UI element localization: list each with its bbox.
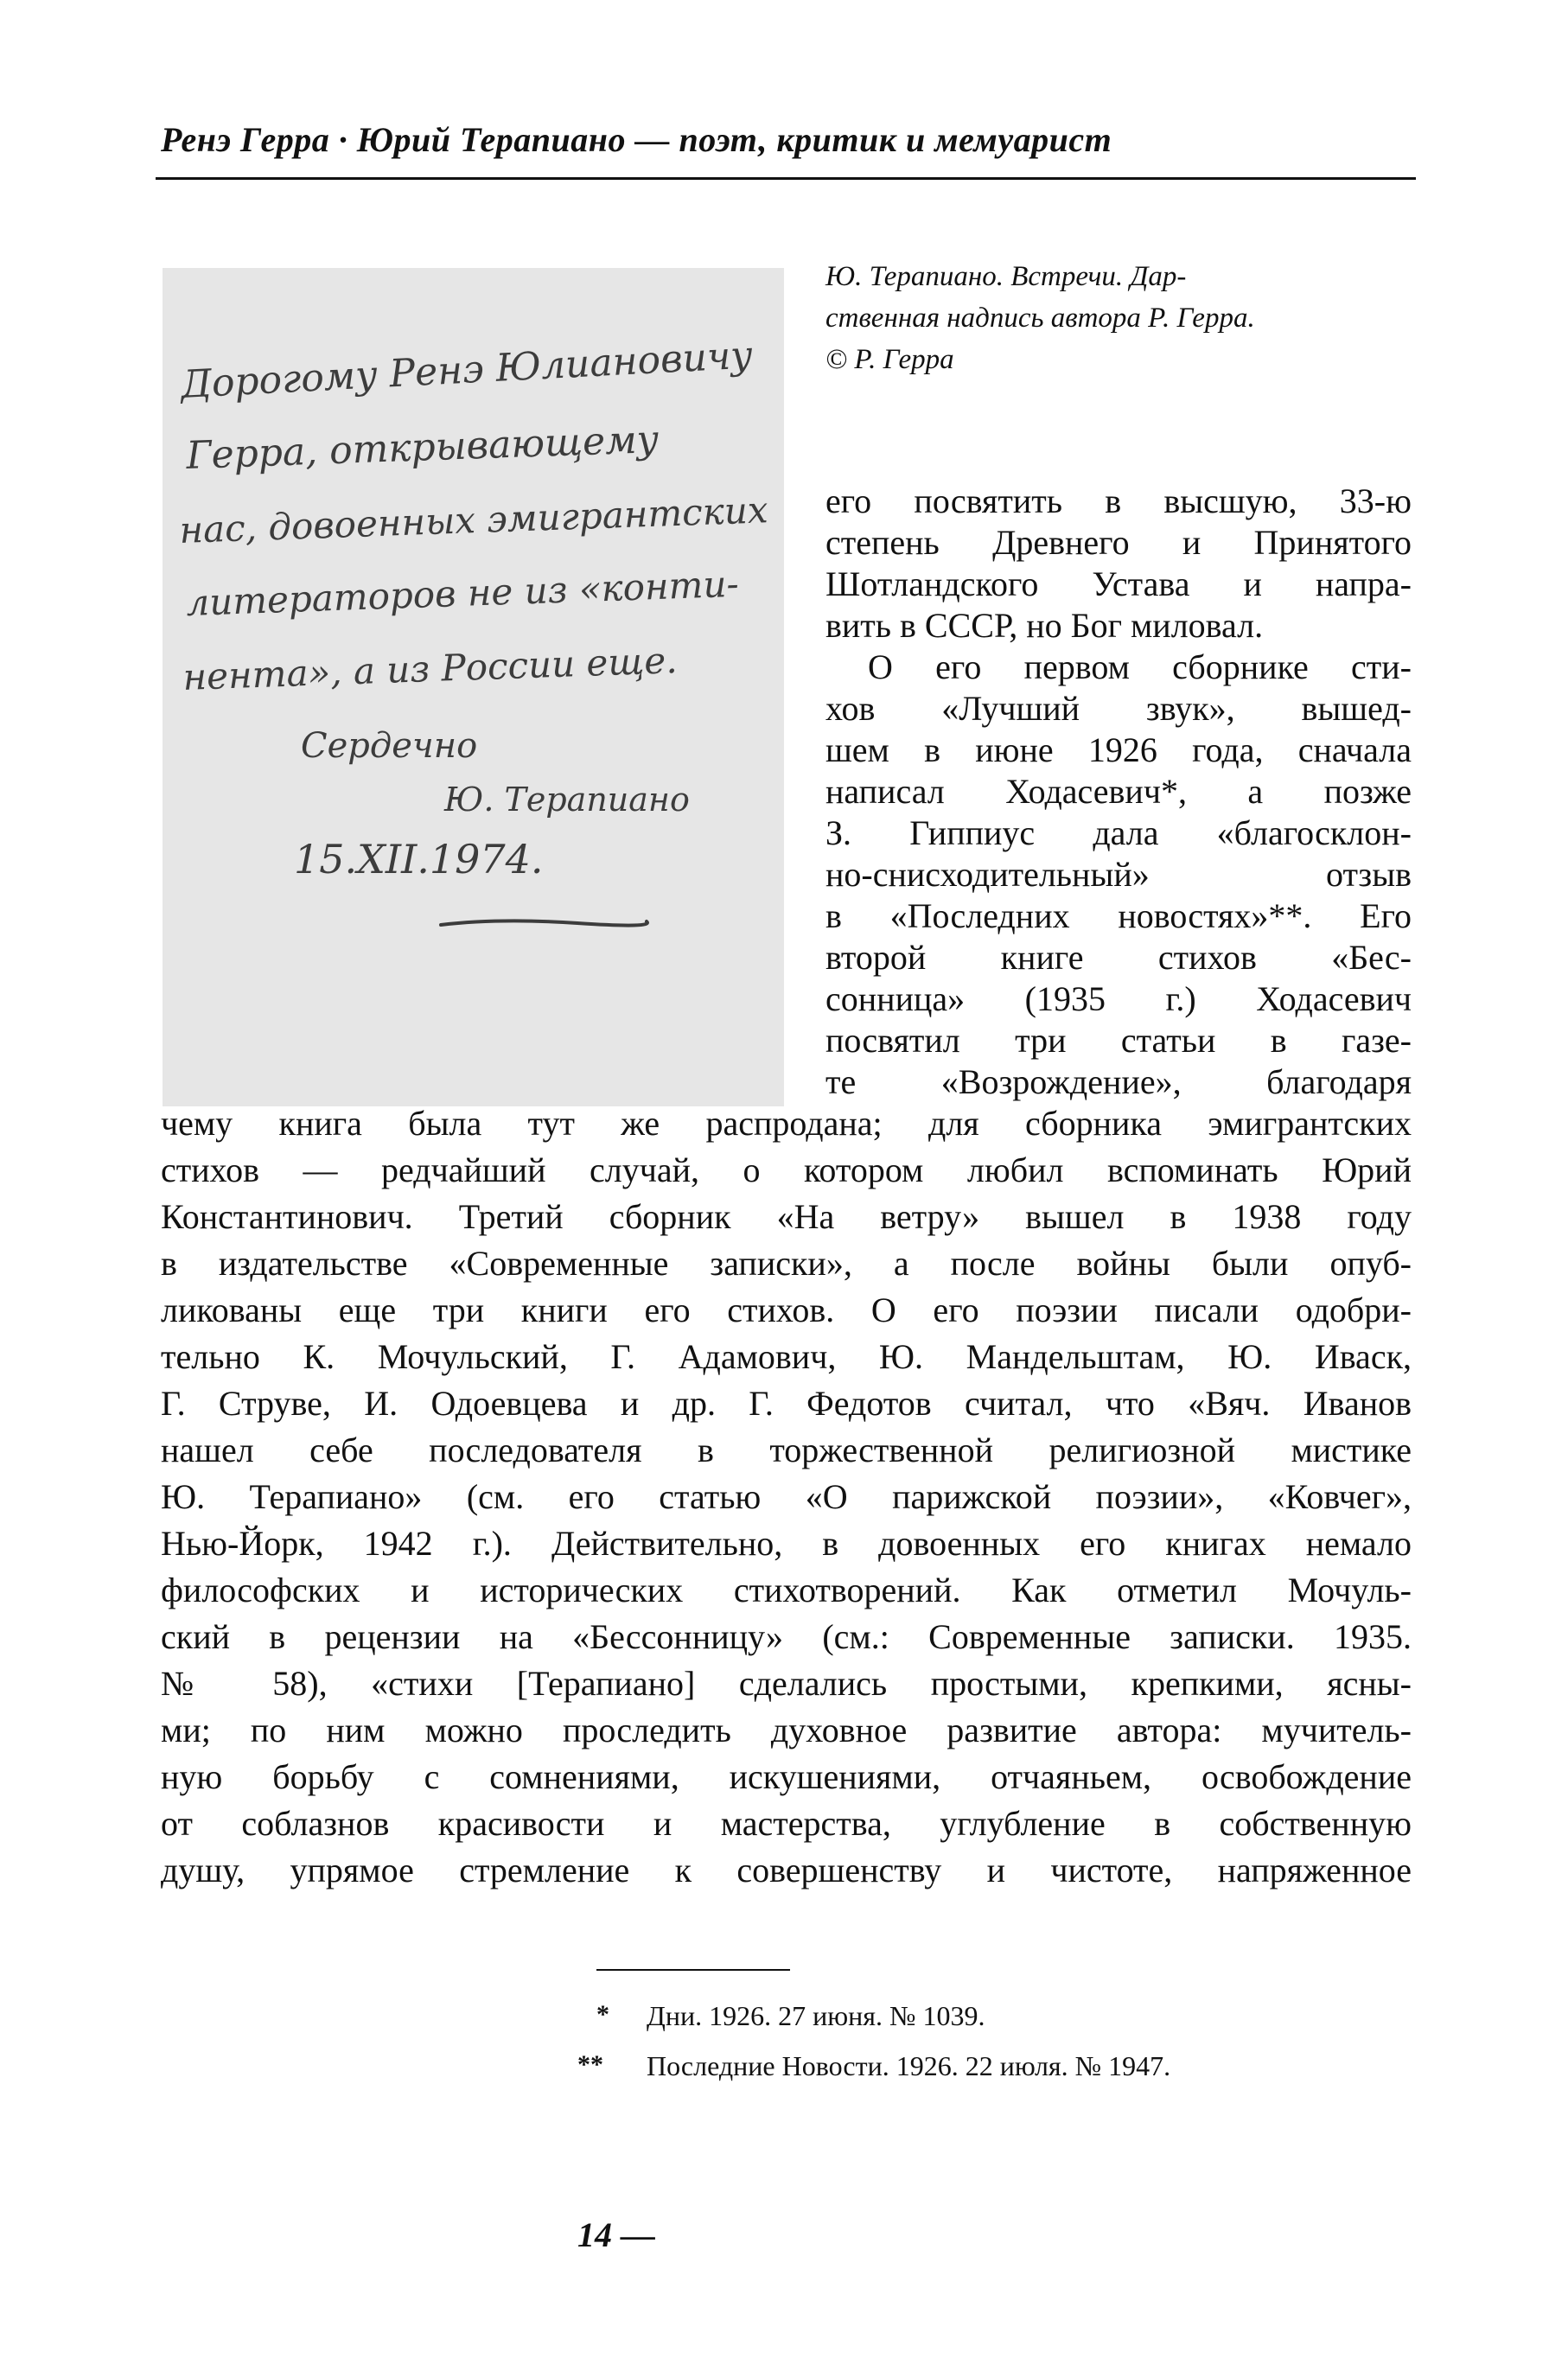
body-text-line: но-снисходительный» отзыв [825,855,1412,894]
body-text-line: ский в рецензии на «Бессонницу» (см.: Современные записки. 1935. [161,1617,1412,1656]
handwriting-scan [163,268,784,1106]
body-text-line: от соблазнов красивости и мастерства, углубление в собственную [161,1804,1412,1843]
body-text-line: Константинович. Третий сборник «На ветру» вышел в 1938 году [161,1197,1412,1236]
footnote-text: Дни. 1926. 27 июня. № 1039. [647,2000,985,2031]
body-text-line: те «Возрождение», благодаря [825,1062,1412,1101]
inscription-line: Ю. Терапиано [444,781,690,819]
body-text-line: его посвятить в высшую, 33-ю [825,481,1412,520]
body-text-line: Шотландского Устава и напра- [825,564,1412,603]
body-text-line: ликованы еще три книги его стихов. О его поэзии писали одобри- [161,1290,1412,1329]
body-text-line: душу, упрямое стремление к совершенству и чистоте, напряженное [161,1851,1412,1889]
body-text-line: степень Древнего и Принятого [825,523,1412,562]
running-head: Ренэ Герра · Юрий Терапиано — поэт, критик и мемуарист [161,120,1112,159]
footnote-mark: * [596,2000,609,2029]
body-text-line: шем в июне 1926 года, сначала [825,730,1412,769]
body-text-line: вить в СССР, но Бог миловал. [825,606,1264,645]
body-text-line: чему книга была тут же распродана; для сборника эмигрантских [161,1104,1412,1143]
caption-line: Ю. Терапиано. Встречи. Дар- [825,261,1187,292]
body-text-line: написал Ходасевич*, а позже [825,772,1412,811]
footnote-mark: ** [577,2050,603,2079]
body-text-line: в издательстве «Современные записки», а после войны были опуб- [161,1244,1412,1283]
body-text-line: Нью-Йорк, 1942 г.). Действительно, в довоенных его книгах немало [161,1524,1412,1563]
body-text-line: О его первом сборнике сти- [868,647,1412,686]
inscription-photo [163,268,784,1106]
caption-line: ственная надпись автора Р. Герра. [825,303,1255,334]
body-text-line: нашел себе последователя в торжественной религиозной мистике [161,1431,1412,1469]
footnote-rule [596,1969,790,1971]
inscription-line: литераторов не из «конти- [185,562,740,624]
inscription-line: нас, довоенных эмигрантских [178,488,769,551]
body-text-line: в «Последних новостях»**. Его [825,896,1412,935]
caption-line: © Р. Герра [825,344,954,375]
inscription-line: 15.XII.1974. [294,836,544,883]
body-text-line: сонница» (1935 г.) Ходасевич [825,979,1412,1018]
body-text-line: Ю. Терапиано» (см. его статью «О парижской поэзии», «Ковчег», [161,1477,1412,1516]
body-text-line: посвятил три статьи в газе- [825,1021,1412,1060]
page-number: 14 — [577,2215,655,2254]
body-text-line: стихов — редчайший случай, о котором любил вспоминать Юрий [161,1150,1412,1189]
header-rule [156,177,1416,180]
body-text-line: З. Гиппиус дала «благосклон- [825,813,1412,852]
inscription-line: Дорогому Ренэ Юлиановичу [179,333,754,407]
body-text-line: ную борьбу с сомнениями, искушениями, отчаяньем, освобождение [161,1757,1412,1796]
body-text-line: ми; по ним можно проследить духовное развитие автора: мучитель- [161,1711,1412,1749]
body-text-line: Г. Струве, И. Одоевцева и др. Г. Федотов считал, что «Вяч. Иванов [161,1384,1412,1423]
inscription-line: Сердечно [301,726,478,766]
inscription-line: нента», а из России еще. [182,639,679,698]
photo-caption [825,256,1396,380]
body-text-line: № 58), «стихи [Терапиано] сделались простыми, крепкими, ясны- [161,1664,1412,1703]
footnote-text: Последние Новости. 1926. 22 июля. № 1947. [647,2050,1171,2081]
body-text-line: философских и исторических стихотворений. Как отметил Мочуль- [161,1571,1412,1609]
body-text-line: тельно К. Мочульский, Г. Адамович, Ю. Мандельштам, Ю. Иваск, [161,1337,1412,1376]
body-text-line: хов «Лучший звук», вышед- [825,689,1412,728]
body-text-line: второй книге стихов «Бес- [825,938,1412,977]
inscription-line: Герра, открывающему [185,417,660,478]
